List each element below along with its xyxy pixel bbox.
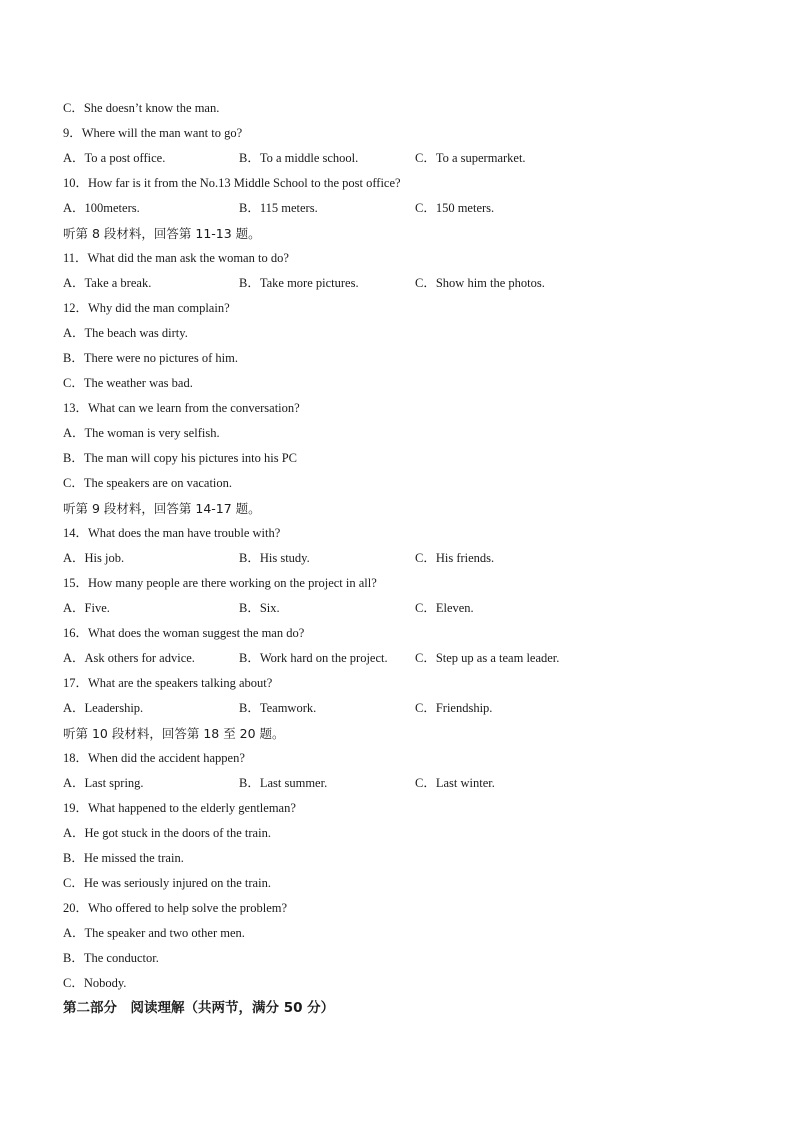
answer-option-b: B．Teamwork.: [239, 701, 317, 715]
answer-option-a: A．To a post office.: [63, 151, 166, 165]
answer-option-b: B．Work hard on the project.: [239, 651, 388, 665]
answer-option-b: B．115 meters.: [239, 201, 318, 215]
answer-option-b: B．Take more pictures.: [239, 276, 359, 290]
answer-options-row: [63, 146, 743, 171]
answer-options-row: [63, 546, 743, 571]
answer-option-c: C．150 meters.: [415, 201, 495, 215]
answer-option-c: C．His friends.: [415, 551, 495, 565]
answer-option: C．The speakers are on vacation.: [63, 476, 233, 490]
answer-option: B．There were no pictures of him.: [63, 351, 238, 365]
answer-option-a: A．Five.: [63, 601, 110, 615]
answer-option: C．Nobody.: [63, 976, 127, 990]
listening-instruction: 听第 9 段材料，回答第 14-17 题。: [63, 501, 261, 516]
document-body: [63, 96, 743, 1021]
question-text: 15．How many people are there working on the project in all?: [63, 576, 377, 590]
answer-option-c: C．Eleven.: [415, 601, 474, 615]
answer-option: C．She doesn’t know the man.: [63, 101, 220, 115]
answer-option-c: C．To a supermarket.: [415, 151, 526, 165]
question-text: 13．What can we learn from the conversation?: [63, 401, 300, 415]
answer-option-b: B．To a middle school.: [239, 151, 359, 165]
question-text: 11．What did the man ask the woman to do?: [63, 251, 289, 265]
answer-option: A．The speaker and two other men.: [63, 926, 245, 940]
answer-option-c: C．Last winter.: [415, 776, 495, 790]
answer-option: A．He got stuck in the doors of the train.: [63, 826, 271, 840]
question-text: 9．Where will the man want to go?: [63, 126, 243, 140]
question-text: 19．What happened to the elderly gentleman?: [63, 801, 296, 815]
question-text: 10．How far is it from the No.13 Middle School to the post office?: [63, 176, 401, 190]
section-heading: 第二部分 阅读理解（共两节，满分 50 分）: [63, 1000, 335, 1016]
question-text: 14．What does the man have trouble with?: [63, 526, 281, 540]
answer-option-a: A．His job.: [63, 551, 125, 565]
answer-option-a: A．Last spring.: [63, 776, 144, 790]
question-text: 18．When did the accident happen?: [63, 751, 245, 765]
answer-options-row: [63, 271, 743, 296]
answer-option-c: C．Show him the photos.: [415, 276, 545, 290]
listening-instruction: 听第 8 段材料，回答第 11-13 题。: [63, 226, 261, 241]
answer-options-row: [63, 646, 743, 671]
answer-option: A．The beach was dirty.: [63, 326, 188, 340]
answer-options-row: [63, 596, 743, 621]
answer-option-b: B．Last summer.: [239, 776, 328, 790]
question-text: 16．What does the woman suggest the man do?: [63, 626, 305, 640]
answer-options-row: [63, 696, 743, 721]
answer-options-row: [63, 196, 743, 221]
answer-option-a: A．Ask others for advice.: [63, 651, 195, 665]
answer-option: C．He was seriously injured on the train.: [63, 876, 271, 890]
answer-option-b: B．Six.: [239, 601, 280, 615]
answer-option-a: A．Take a break.: [63, 276, 152, 290]
answer-option: B．He missed the train.: [63, 851, 184, 865]
question-text: 20．Who offered to help solve the problem?: [63, 901, 288, 915]
answer-options-row: [63, 771, 743, 796]
answer-option-a: A．100meters.: [63, 201, 140, 215]
question-text: 17．What are the speakers talking about?: [63, 676, 273, 690]
answer-option-c: C．Friendship.: [415, 701, 493, 715]
answer-option: B．The man will copy his pictures into his PC: [63, 451, 298, 465]
listening-instruction: 听第 10 段材料，回答第 18 至 20 题。: [63, 726, 285, 741]
answer-option-c: C．Step up as a team leader.: [415, 651, 560, 665]
answer-option-b: B．His study.: [239, 551, 310, 565]
question-text: 12．Why did the man complain?: [63, 301, 230, 315]
answer-option: B．The conductor.: [63, 951, 159, 965]
answer-option-a: A．Leadership.: [63, 701, 144, 715]
answer-option: A．The woman is very selfish.: [63, 426, 220, 440]
answer-option: C．The weather was bad.: [63, 376, 193, 390]
